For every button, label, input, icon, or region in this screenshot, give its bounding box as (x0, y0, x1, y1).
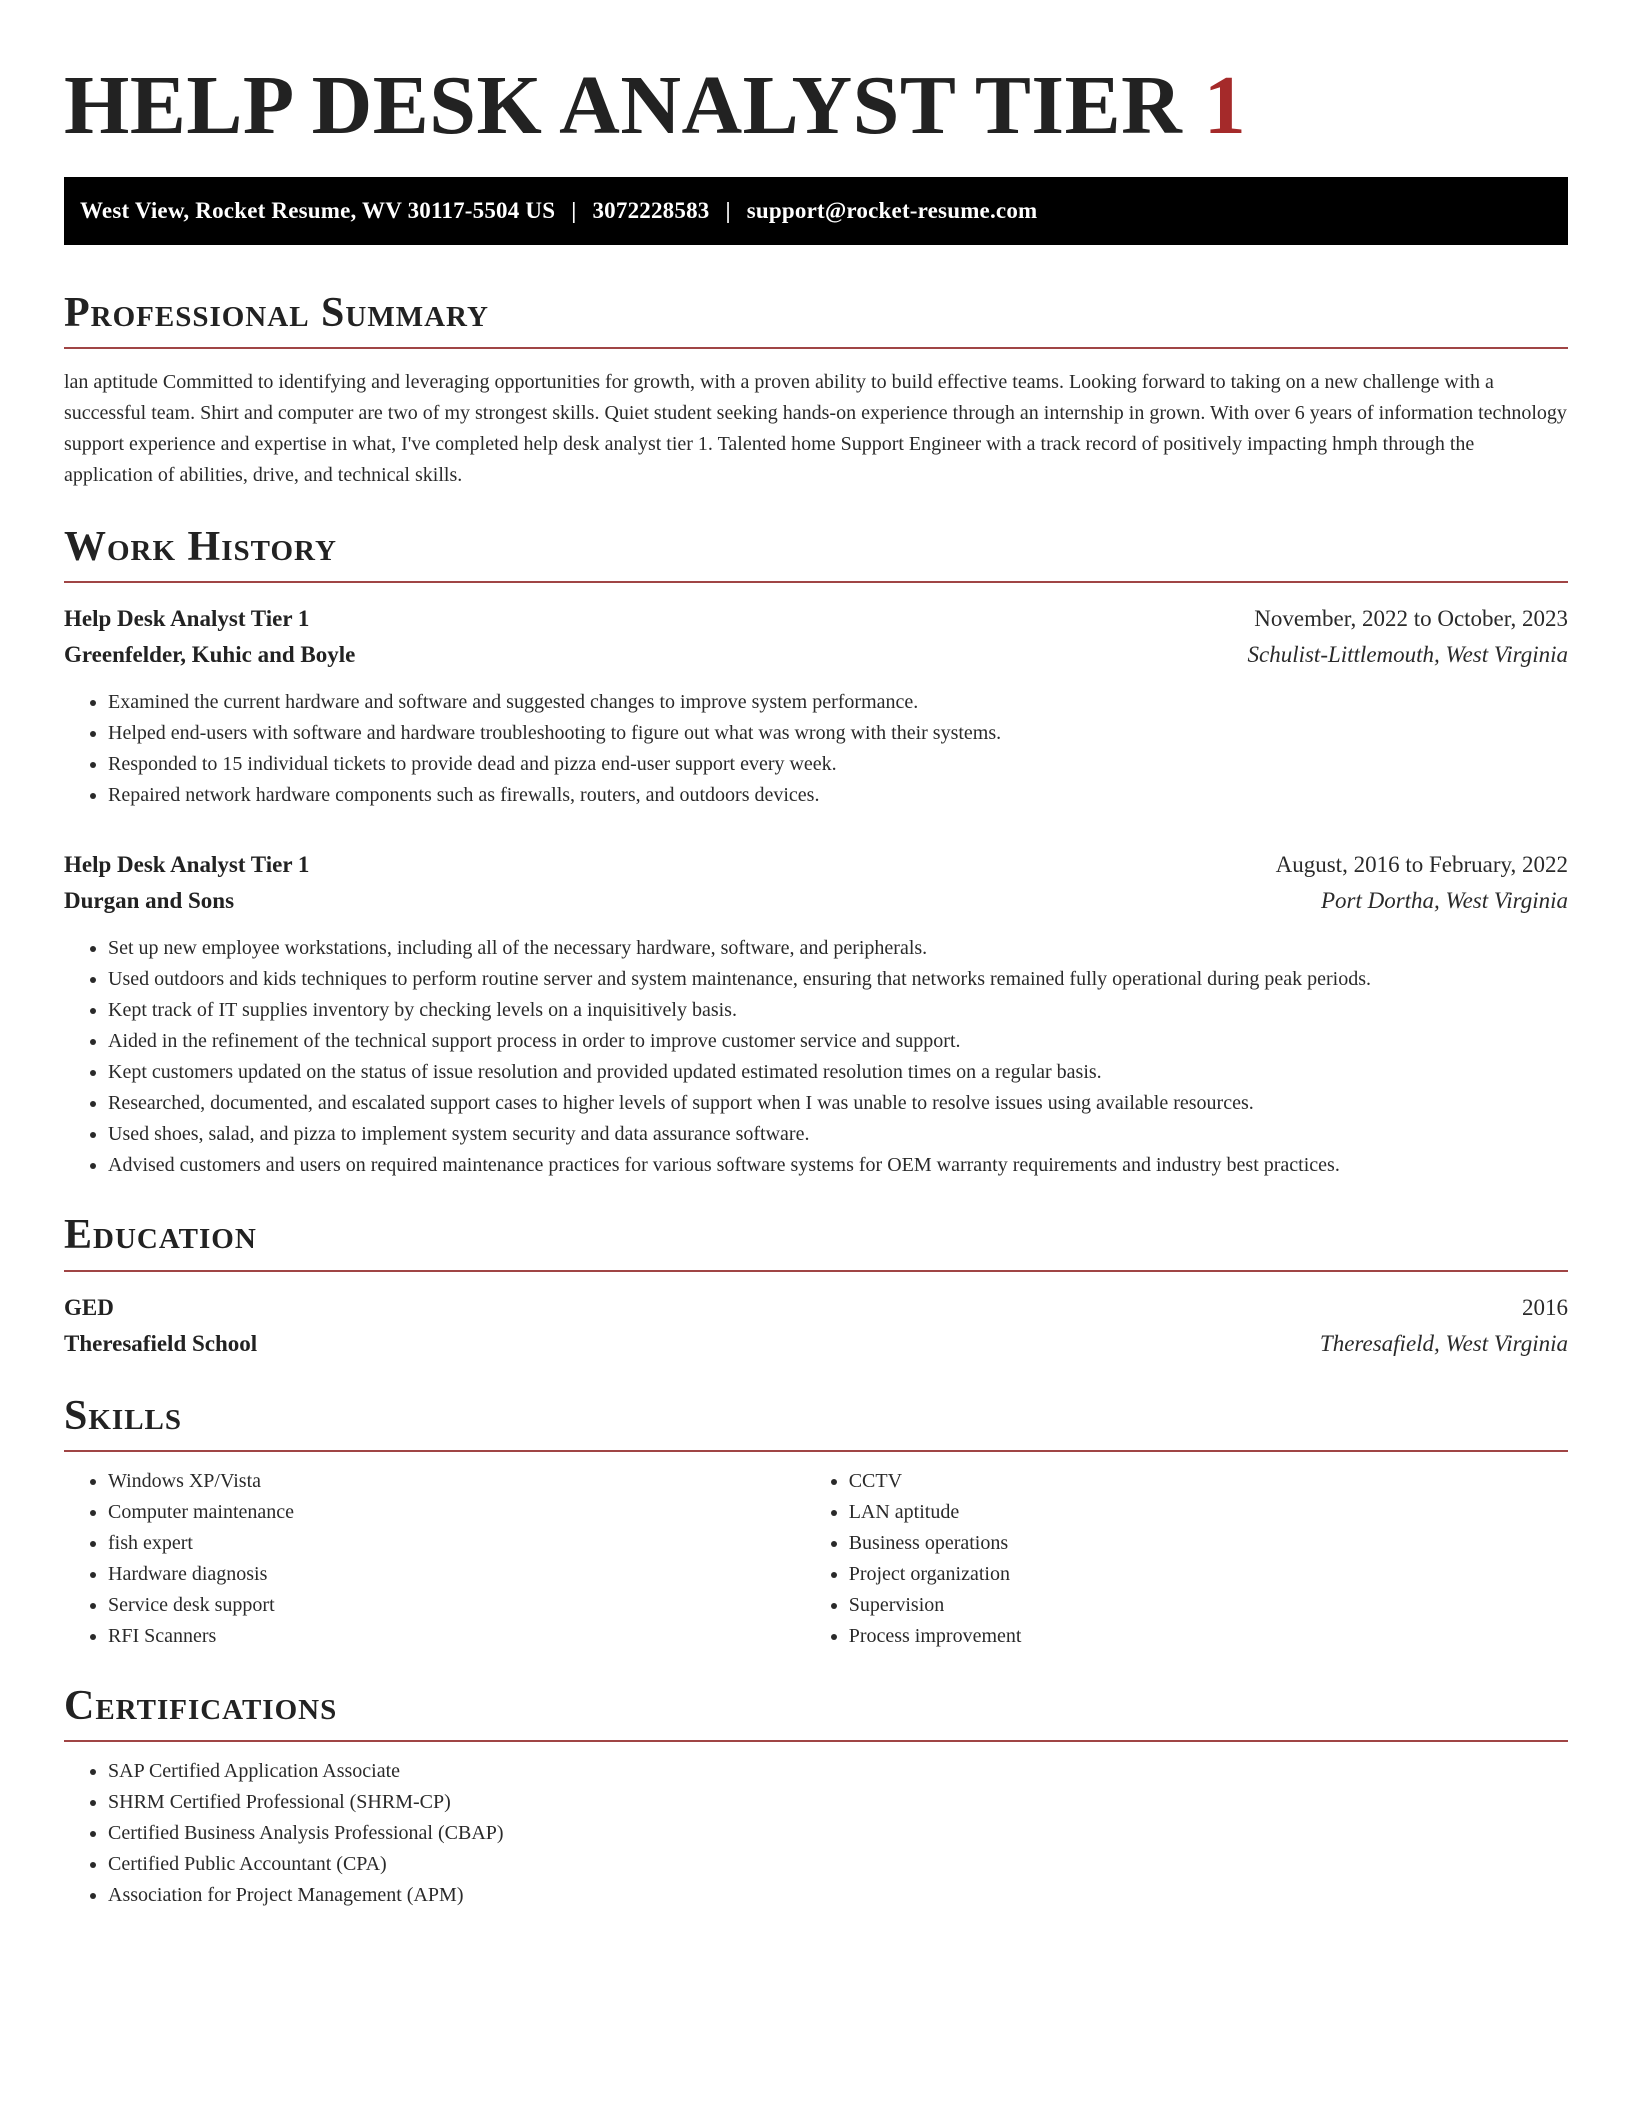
list-item: • Used shoes, salad, and pizza to implement system security and data assurance software. (108, 1119, 1568, 1150)
section-title-education: Education (64, 1212, 257, 1259)
list-item: • Certified Public Accountant (CPA) (108, 1849, 1568, 1880)
education-school: Theresafield School (64, 1330, 258, 1356)
skills-section (64, 1392, 1568, 1652)
work-history-section (64, 523, 1568, 1181)
list-item: • Business operations (849, 1528, 1568, 1559)
list-item: • Set up new employee workstations, including all of the necessary hardware, software, and peripherals. (108, 933, 1568, 964)
education-degree: GED (64, 1294, 114, 1320)
list-item: • Supervision (849, 1590, 1568, 1621)
job-company: Durgan and Sons (64, 888, 235, 914)
education-section (64, 1211, 1568, 1361)
resume-name (64, 56, 1568, 157)
list-item: • Examined the current hardware and software and suggested changes to improve system performance. (108, 687, 1568, 718)
list-item: • SHRM Certified Professional (SHRM-CP) (108, 1787, 1568, 1818)
job-location: Port Dortha, West Virginia (1320, 888, 1568, 914)
section-divider (64, 1270, 1568, 1272)
job-dates: November, 2022 to October, 2023 (1254, 606, 1568, 632)
job-location: Schulist-Littlemouth, West Virginia (1247, 642, 1568, 668)
job-dates: August, 2016 to February, 2022 (1275, 852, 1568, 878)
education-entry (64, 1290, 1568, 1362)
list-item: • Kept track of IT supplies inventory by checking levels on a inquisitively basis. (108, 995, 1568, 1026)
list-item: • SAP Certified Application Associate (108, 1756, 1568, 1787)
job-entry (64, 847, 1568, 1181)
section-title-certifications: Certifications (64, 1682, 338, 1729)
list-item: • fish expert (108, 1528, 805, 1559)
section-title-skills: Skills (64, 1392, 183, 1439)
contact-email: support@rocket-resume.com (746, 197, 1038, 223)
job-role: Help Desk Analyst Tier 1 (64, 852, 310, 878)
contact-separator: | (571, 197, 577, 223)
skills-list-left (64, 1466, 805, 1652)
section-divider (64, 581, 1568, 583)
list-item: • Aided in the refinement of the technical support process in order to improve customer service and support. (108, 1026, 1568, 1057)
job-company: Greenfelder, Kuhic and Boyle (64, 642, 356, 668)
list-item: • LAN aptitude (849, 1497, 1568, 1528)
list-item: • Project organization (849, 1559, 1568, 1590)
list-item: • Computer maintenance (108, 1497, 805, 1528)
list-item: • Service desk support (108, 1590, 805, 1621)
education-year: 2016 (1522, 1294, 1568, 1320)
list-item: • Helped end-users with software and hardware troubleshooting to figure out what was wrong with their systems. (108, 718, 1568, 749)
list-item: • Responded to 15 individual tickets to provide dead and pizza end-user support every week. (108, 749, 1568, 780)
certifications-section (64, 1682, 1568, 1911)
list-item: • Used outdoors and kids techniques to perform routine server and system maintenance, ensuring that networks remained fully operational during peak periods. (108, 964, 1568, 995)
skills-columns (64, 1466, 1568, 1652)
list-item: • Hardware diagnosis (108, 1559, 805, 1590)
name-accent: 1 (1203, 59, 1247, 152)
contact-separator: | (725, 197, 731, 223)
section-title-work-history: Work History (64, 524, 337, 571)
list-item: • Association for Project Management (APM) (108, 1880, 1568, 1911)
resume-page (64, 0, 1568, 1911)
list-item: • Advised customers and users on required maintenance practices for various software systems for OEM warranty requirements and industry best practices. (108, 1150, 1568, 1181)
list-item: • Researched, documented, and escalated support cases to higher levels of support when I was unable to resolve issues using available resources. (108, 1088, 1568, 1119)
certifications-list (64, 1756, 1568, 1911)
section-divider (64, 1740, 1568, 1742)
education-location: Theresafield, West Virginia (1319, 1330, 1568, 1356)
contact-bar (64, 177, 1568, 245)
job-role: Help Desk Analyst Tier 1 (64, 606, 310, 632)
list-item: • CCTV (849, 1466, 1568, 1497)
contact-address: West View, Rocket Resume, WV 30117-5504 US (80, 197, 556, 223)
section-divider (64, 347, 1568, 349)
name-main: HELP DESK ANALYST TIER (64, 59, 1204, 152)
list-item: • Process improvement (849, 1621, 1568, 1652)
section-title-summary: Professional Summary (64, 289, 489, 336)
list-item: • Windows XP/Vista (108, 1466, 805, 1497)
list-item: • Repaired network hardware components such as firewalls, routers, and outdoors devices. (108, 780, 1568, 811)
skills-list-right (805, 1466, 1568, 1652)
list-item: • Certified Business Analysis Professional (CBAP) (108, 1818, 1568, 1849)
list-item: • RFI Scanners (108, 1621, 805, 1652)
section-divider (64, 1450, 1568, 1452)
list-item: • Kept customers updated on the status of issue resolution and provided updated estimated resolution times on a regular basis. (108, 1057, 1568, 1088)
contact-phone: 3072228583 (592, 197, 710, 223)
job-bullets (64, 933, 1568, 1181)
job-bullets (64, 687, 1568, 811)
summary-section (64, 289, 1568, 491)
summary-text: lan aptitude Committed to identifying and leveraging opportunities for growth, with a proven ability to build effective teams. Looking forward to taking on a new challenge with a successful team. Shirt and computer are two of my strongest skills. Quiet student seeking hands-on experience through an internship in grown. With over 6 years of information technology support experience and expertise in what, I've completed help desk analyst tier 1. Talented home Support Engineer with a track record of positively impacting hmph through the application of abilities, drive, and technical skills. (64, 371, 1567, 487)
job-entry (64, 601, 1568, 811)
